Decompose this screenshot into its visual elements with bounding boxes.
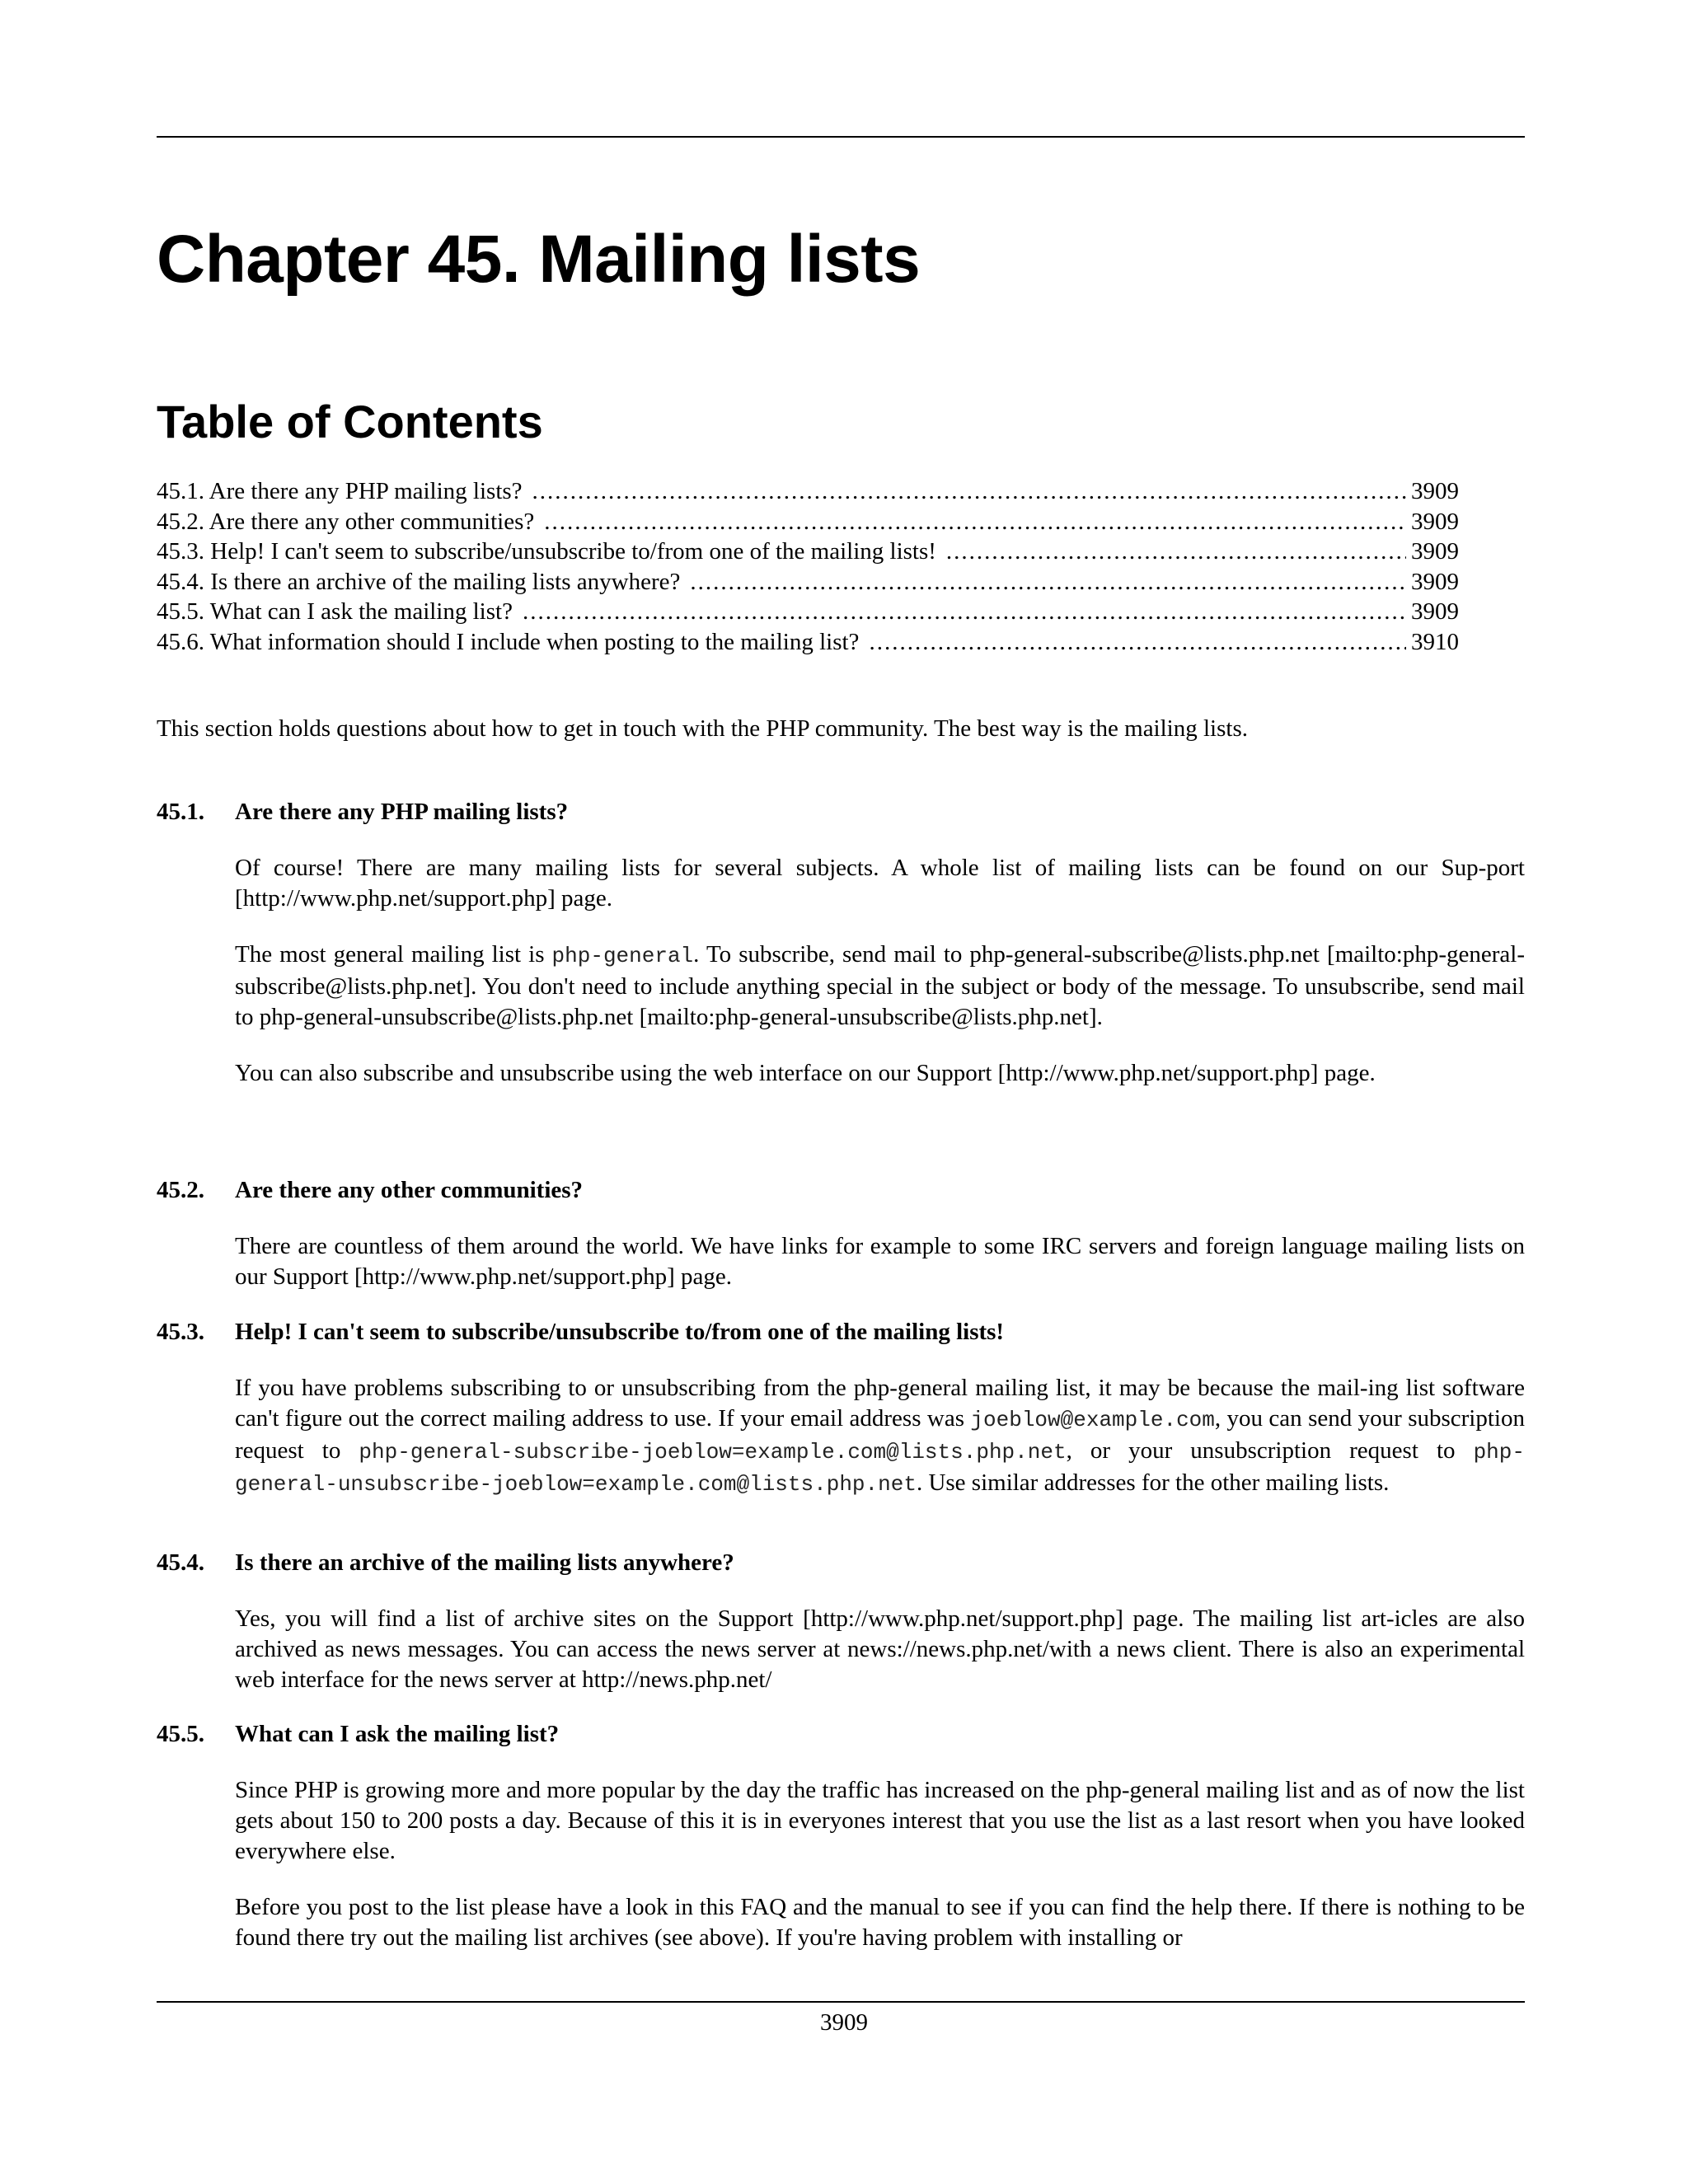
answer-paragraph: There are countless of them around the world. We have links for example to some IRC servers and foreign language mailing lists on our Support [http://www.php.net/support.php] page. xyxy=(235,1233,1525,1290)
answer-paragraph xyxy=(235,940,1525,1033)
intro-paragraph: This section holds questions about how to get in touch with the PHP community. The best way is the mailing lists. xyxy=(157,715,1248,742)
answer-paragraph: Yes, you will find a list of archive sites on the Support [http://www.php.net/support.php] page. The mailing list art-icles are also archived as news messages. You can access the news server at news://news.php.net/with a news client. There is also an experimental web interface for the news server at http://news.php.net/ xyxy=(235,1605,1525,1693)
answer-paragraph: You can also subscribe and unsubscribe using the web interface on our Support [http://www.php.net/support.php] page. xyxy=(235,1060,1376,1086)
code-literal: php-general-subscribe-joeblow=example.com@lists.php.net xyxy=(359,1440,1067,1465)
code-literal: joeblow@example.com xyxy=(970,1408,1215,1432)
toc-item-label[interactable]: 45.2. Are there any other communities? xyxy=(157,508,535,535)
toc-item[interactable] xyxy=(157,567,1459,598)
faq-question-text: Are there any other communities? xyxy=(235,1177,584,1203)
faq-question-text: Help! I can't seem to subscribe/unsubscribe to/from one of the mailing lists! xyxy=(235,1319,1005,1345)
faq-question-text: What can I ask the mailing list? xyxy=(235,1721,560,1747)
toc-item-page[interactable]: 3909 xyxy=(1411,568,1459,595)
answer-text: . Use similar addresses for the other mailing lists. xyxy=(916,1469,1390,1496)
code-literal: php-general-unsubscribe-joeblow=example.com@lists.php.net xyxy=(235,1440,1525,1497)
faq-entry-45-3 xyxy=(157,1317,1525,1500)
toc-item[interactable] xyxy=(157,476,1459,507)
faq-answer xyxy=(235,853,1525,1089)
table-of-contents xyxy=(157,476,1459,658)
faq-answer xyxy=(235,1231,1525,1292)
toc-item-page[interactable]: 3909 xyxy=(1411,598,1459,626)
faq-question xyxy=(157,1719,1525,1750)
faq-entry-45-1 xyxy=(157,797,1525,1089)
faq-question xyxy=(157,1175,1525,1206)
faq-question-text: Is there an archive of the mailing lists anywhere? xyxy=(235,1549,734,1576)
faq-answer xyxy=(235,1775,1525,1953)
toc-item-page[interactable]: 3909 xyxy=(1411,538,1459,565)
answer-paragraph xyxy=(235,1373,1525,1500)
toc-item[interactable] xyxy=(157,597,1459,627)
answer-text: If you have problems subscribing to or unsubscribing from the php-general mailing list, it may be because the mail-ing list software can't figure out the correct mailing address to use. If your email address was xyxy=(235,1375,1525,1432)
toc-leader xyxy=(690,567,1406,597)
faq-number: 45.1. xyxy=(157,799,204,825)
toc-item-page[interactable]: 3909 xyxy=(1411,508,1459,535)
answer-paragraph: Of course! There are many mailing lists for several subjects. A whole list of mailing lists can be found on our Sup-port [http://www.php.net/support.php] page. xyxy=(235,855,1525,912)
header-rule xyxy=(157,136,1525,138)
toc-item-label[interactable]: 45.6. What information should I include when posting to the mailing list? xyxy=(157,628,860,655)
toc-leader xyxy=(869,627,1406,657)
toc-item[interactable] xyxy=(157,627,1459,658)
answer-text: . To subscribe, send mail to php-general-subscribe@lists.php.net [mailto:php-general-subscribe@lists.php.net]. You don't need to include anything special in the subject or body of the message. To unsubscribe, send mail to php-general-unsubscribe@lists.php.net [mailto:php-general-unsubscribe@lists.php.net]. xyxy=(235,941,1525,1030)
footer-rule xyxy=(157,2001,1525,2003)
chapter-title: Chapter 45. Mailing lists xyxy=(157,222,921,297)
toc-item-page[interactable]: 3909 xyxy=(1411,478,1459,504)
toc-item-label[interactable]: 45.4. Is there an archive of the mailing lists anywhere? xyxy=(157,568,681,595)
faq-number: 45.2. xyxy=(157,1177,204,1203)
faq-answer xyxy=(235,1373,1525,1500)
faq-question-text: Are there any PHP mailing lists? xyxy=(235,799,569,825)
faq-entry-45-2 xyxy=(157,1175,1525,1292)
toc-leader xyxy=(946,537,1406,566)
faq-entry-45-4 xyxy=(157,1548,1525,1695)
answer-paragraph: Before you post to the list please have a look in this FAQ and the manual to see if you can find the help there. If there is nothing to be found there try out the mailing list archives (see above). If you're having problem with installing or xyxy=(235,1894,1525,1951)
answer-text: , or your unsubscription request to xyxy=(1066,1437,1474,1464)
faq-number: 45.3. xyxy=(157,1319,204,1345)
toc-item[interactable] xyxy=(157,537,1459,567)
answer-text: The most general mailing list is xyxy=(235,941,552,968)
answer-text: , you can send your subscription request to xyxy=(235,1405,1525,1464)
toc-item-label[interactable]: 45.3. Help! I can't seem to subscribe/unsubscribe to/from one of the mailing lists! xyxy=(157,538,936,565)
faq-question xyxy=(157,1317,1525,1347)
toc-item-label[interactable]: 45.1. Are there any PHP mailing lists? xyxy=(157,478,523,504)
faq-number: 45.4. xyxy=(157,1549,204,1576)
page-number: 3909 xyxy=(820,2009,868,2036)
faq-entry-45-5 xyxy=(157,1719,1525,1953)
code-literal: php-general xyxy=(551,944,694,968)
toc-item[interactable] xyxy=(157,507,1459,537)
faq-answer xyxy=(235,1604,1525,1695)
toc-title: Table of Contents xyxy=(157,396,543,448)
toc-leader xyxy=(532,476,1406,506)
toc-leader xyxy=(523,597,1406,626)
answer-paragraph: Since PHP is growing more and more popular by the day the traffic has increased on the php-general mailing list and as of now the list gets about 150 to 200 posts a day. Because of this it is in everyones interest that you use the list as a last resort when you have looked everywhere else. xyxy=(235,1777,1525,1864)
faq-question xyxy=(157,797,1525,827)
faq-number: 45.5. xyxy=(157,1721,204,1747)
toc-leader xyxy=(544,507,1406,537)
toc-item-label[interactable]: 45.5. What can I ask the mailing list? xyxy=(157,598,513,626)
faq-question xyxy=(157,1548,1525,1578)
toc-item-page[interactable]: 3910 xyxy=(1411,628,1459,655)
